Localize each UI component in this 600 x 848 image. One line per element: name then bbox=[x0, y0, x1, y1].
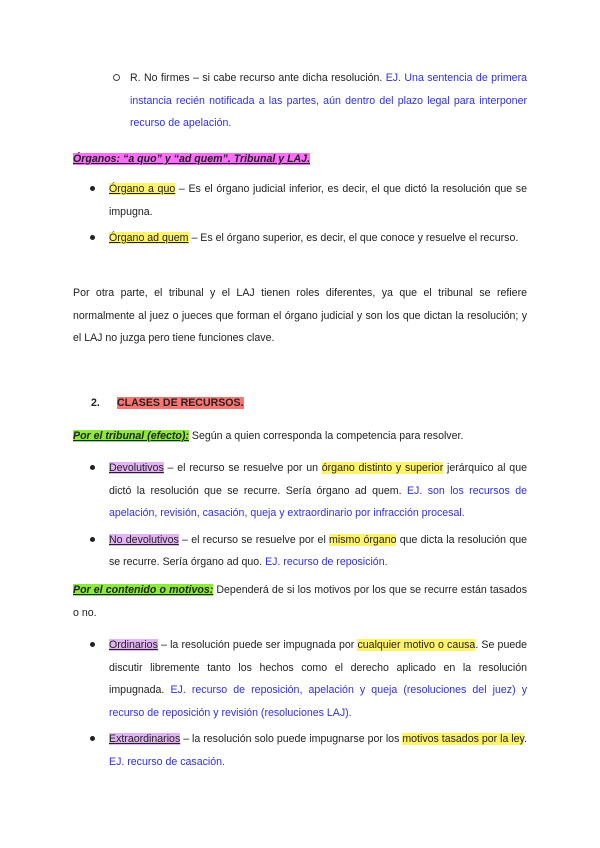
list-item: No devolutivos – el recurso se resuelve por el mismo órgano que dicta la resolución que se recurre. Sería órgano ad quo. EJ. recurso de reposición. bbox=[73, 529, 527, 574]
example-text: EJ. son los recursos de apelación, revisión, casación, queja y extraordinario por infracción procesal. bbox=[109, 484, 527, 519]
no-firmes-block bbox=[73, 67, 527, 135]
term-no-devolutivos: No devolutivos bbox=[109, 533, 179, 546]
term-ordinarios: Ordinarios bbox=[109, 639, 158, 651]
sub-bullet-list bbox=[73, 67, 527, 135]
list-item: R. No firmes – si cabe recurso ante dicha resolución. EJ. Una sentencia de primera instancia recién notificada a las partes, aún dentro del plazo legal para interponer recurso de apelación. bbox=[73, 67, 527, 135]
list-item: Extraordinarios – la resolución solo puede impugnarse por los motivos tasados por la ley. EJ. recurso de casación. bbox=[73, 728, 527, 773]
section-number: 2. bbox=[91, 397, 100, 409]
tribunal-heading: Por el tribunal (efecto): bbox=[73, 430, 189, 442]
contenido-list-block bbox=[73, 634, 527, 777]
organos-list bbox=[73, 178, 527, 250]
list-item: Devolutivos – el recurso se resuelve por un órgano distinto y superior jerárquico al que dictó la resolución que se recurre. Sería órgano ad quem. EJ. son los recursos de apelación, revisión, casación, queja y extraordinario por infracción procesal. bbox=[73, 457, 527, 525]
tribunal-laj-paragraph: Por otra parte, el tribunal y el LAJ tienen roles diferentes, ya que el tribunal se refiere normalmente al juez o jueces que forman el órgano judicial y son los que dictan la resolución; y el LAJ no juzga pero tiene funciones clave. bbox=[73, 287, 527, 344]
organos-list-block bbox=[73, 178, 527, 254]
term-organo-ad-quem: Órgano ad quem bbox=[109, 232, 189, 244]
section-heading bbox=[73, 392, 527, 415]
term-devolutivos: Devolutivos bbox=[109, 462, 164, 474]
section-title: CLASES DE RECURSOS. bbox=[117, 397, 244, 409]
organos-heading: Órganos: “a quo” y “ad quem”. Tribunal y LAJ. bbox=[73, 153, 311, 165]
contenido-heading: Por el contenido o motivos: bbox=[73, 584, 214, 596]
example-text: EJ. recurso de reposición, apelación y queja (resoluciones del juez) y recurso de reposición y revisión (resoluciones LAJ). bbox=[109, 684, 527, 719]
contenido-heading-line: Por el contenido o motivos: Dependerá de si los motivos por los que se recurre están tasados o no. bbox=[73, 584, 527, 619]
example-text: EJ. recurso de casación. bbox=[109, 755, 225, 768]
list-item: Órgano a quo – Es el órgano judicial inferior, es decir, el que dictó la resolución que se impugna. bbox=[73, 178, 527, 223]
list-item: Órgano ad quem – Es el órgano superior, es decir, el que conoce y resuelve el recurso. bbox=[73, 227, 527, 250]
tribunal-list-block bbox=[73, 457, 527, 578]
term-extraordinarios: Extraordinarios bbox=[109, 733, 181, 745]
tribunal-heading-line: Por el tribunal (efecto): Según a quien corresponda la competencia para resolver. bbox=[73, 430, 464, 442]
example-text: EJ. Una sentencia de primera instancia recién notificada a las partes, aún dentro del plazo legal para interponer recurso de apelación. bbox=[130, 72, 527, 129]
list-item: Ordinarios – la resolución puede ser impugnada por cualquier motivo o causa. Se puede discutir libremente tanto los hechos como el derecho aplicado en la resolución impugnada. EJ. recurso de reposición, apelación y queja (resoluciones del juez) y recurso de reposición y revisión (resoluciones LAJ). bbox=[73, 634, 527, 724]
example-text: EJ. recurso de reposición. bbox=[265, 556, 388, 568]
contenido-list bbox=[73, 634, 527, 773]
tribunal-list bbox=[73, 457, 527, 574]
term-organo-a-quo: Órgano a quo bbox=[109, 183, 176, 195]
